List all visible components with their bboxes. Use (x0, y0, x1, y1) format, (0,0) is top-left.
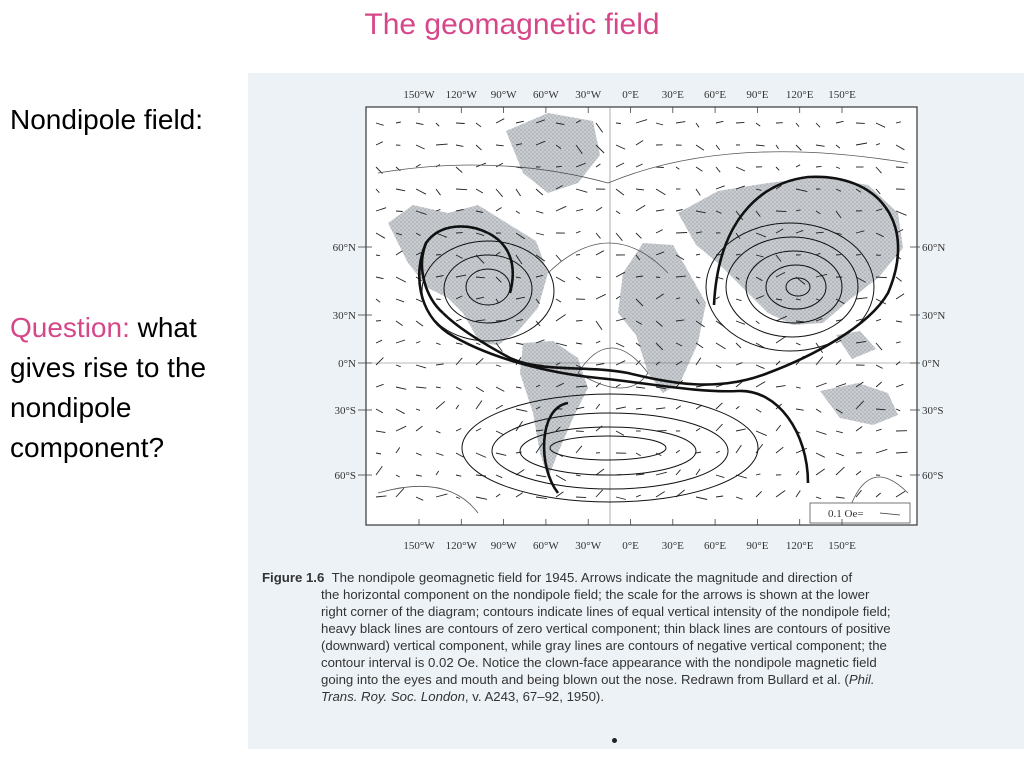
latitude-label: 30°S (922, 405, 944, 417)
longitude-label: 90°W (490, 540, 517, 552)
longitude-label: 90°E (746, 540, 769, 552)
caption-line-6: contour interval is 0.02 Oe. Notice the clown-face appearance with the nondipole magnetic field (321, 655, 877, 670)
latitude-label: 30°N (332, 310, 356, 322)
caption-citation-rest: , v. A243, 67–92, 1950). (464, 689, 604, 704)
question-prefix: Question: (10, 312, 130, 343)
nondipole-field-map (248, 73, 1024, 569)
longitude-label: 120°E (785, 89, 814, 101)
caption-journal-b: Trans. Roy. Soc. London (321, 689, 465, 704)
caption-line-4: heavy black lines are contours of zero vertical component; thin black lines are contours of positive (321, 621, 891, 636)
figure-caption (262, 569, 1024, 705)
longitude-label: 120°W (445, 89, 477, 101)
longitude-label: 30°E (661, 540, 684, 552)
latitude-label: 30°N (922, 310, 946, 322)
longitude-label: 0°E (622, 540, 639, 552)
caption-figure-label: Figure 1.6 (262, 570, 325, 585)
latitude-label: 60°N (332, 242, 356, 254)
latitude-label: 0°N (922, 358, 940, 370)
caption-line-5: (downward) vertical component, while gray lines are contours of negative vertical component; the (321, 638, 887, 653)
caption-line-1: The nondipole geomagnetic field for 1945. Arrows indicate the magnitude and direction of (331, 570, 853, 585)
arrow-scale-label: 0.1 Oe= (828, 508, 864, 520)
longitude-label: 120°E (785, 540, 814, 552)
longitude-label: 150°W (403, 89, 435, 101)
caption-line-3: right corner of the diagram; contours indicate lines of equal vertical intensity of the nondipole field; (321, 604, 891, 619)
slide-title: The geomagnetic field (364, 8, 660, 41)
longitude-label: 60°W (533, 89, 559, 101)
latitude-label: 60°S (922, 470, 944, 482)
latitude-label: 30°S (334, 405, 356, 417)
question-text (10, 308, 255, 468)
question-body: what gives rise to the nondipole component? (10, 312, 207, 463)
nondipole-field-figure (248, 73, 1024, 749)
longitude-label: 90°W (490, 89, 517, 101)
latitude-label: 0°N (338, 358, 356, 370)
longitude-label: 150°E (828, 89, 856, 101)
bullet-mark (612, 738, 617, 743)
longitude-label: 120°W (445, 540, 477, 552)
longitude-label: 60°E (704, 540, 727, 552)
longitude-label: 150°E (828, 540, 856, 552)
latitude-label: 60°N (922, 242, 946, 254)
longitude-label: 30°W (575, 540, 602, 552)
longitude-label: 150°W (403, 540, 435, 552)
longitude-label: 0°E (622, 89, 639, 101)
longitude-label: 90°E (746, 89, 769, 101)
caption-journal-a: Phil. (848, 672, 875, 687)
caption-line-7: going into the eyes and mouth and being blown out the nose. Redrawn from Bullard et al. ( (321, 672, 849, 687)
nondipole-field-label: Nondipole field: (10, 104, 204, 135)
caption-line-2: the horizontal component on the nondipole field; the scale for the arrows is shown at the lower (321, 587, 870, 602)
latitude-label: 60°S (334, 470, 356, 482)
longitude-label: 60°W (533, 540, 559, 552)
longitude-label: 30°W (575, 89, 602, 101)
longitude-label: 60°E (704, 89, 727, 101)
longitude-label: 30°E (661, 89, 684, 101)
